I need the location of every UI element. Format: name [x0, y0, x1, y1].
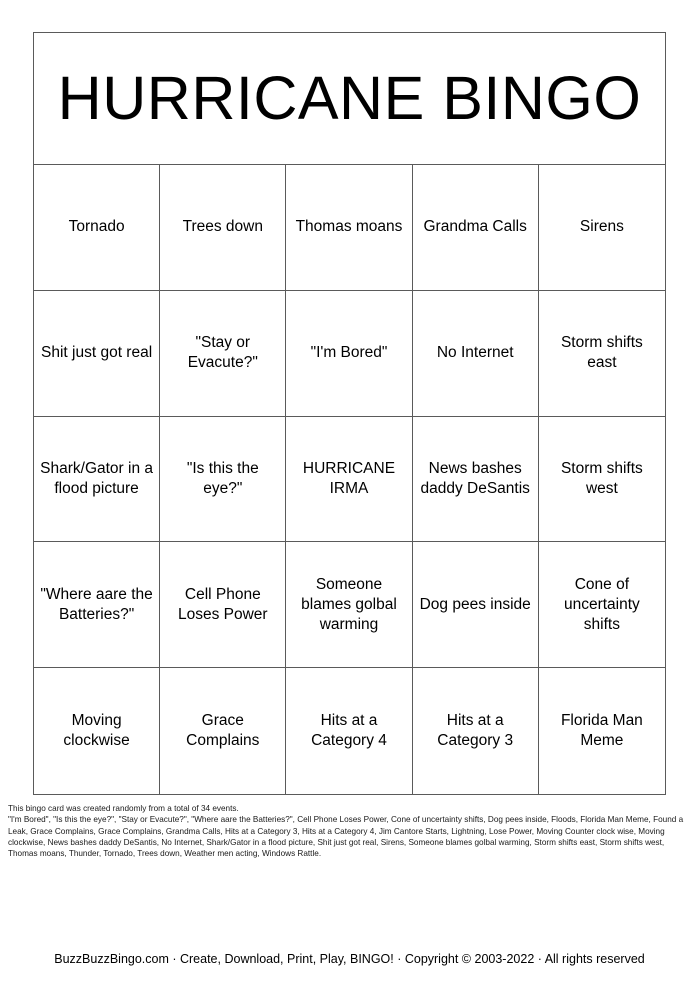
bingo-cell-r1c2[interactable]	[160, 165, 286, 291]
bingo-cell-r2c5[interactable]	[539, 291, 665, 417]
bingo-cell-r5c3[interactable]	[286, 668, 412, 794]
bingo-cell-r4c3[interactable]	[286, 542, 412, 668]
bingo-cell-r1c3[interactable]	[286, 165, 412, 291]
bingo-cell-r3c5[interactable]	[539, 417, 665, 543]
bingo-cell-label: Grace Complains	[186, 711, 260, 750]
fineprint-event-list: "I'm Bored", "Is this the eye?", "Stay or Evacute?", "Where aare the Batteries?", Cell Phone Loses Power, Cone of uncertainty shifts, Dog pees inside, Floods, Florida Man Meme, Found a Leak, Grace Complains, Grace Complains, Grandma Calls, Hits at a Category 3, Hits at a Category 4, Jim Cantore Starts, Lightning, Lose Power, Moving Counter clock wise, Moving clockwise, News bashes daddy DeSantis, No Internet, Shark/Gator in a flood picture, Shit just got real, Sirens, Someone blames golbal warming, Storm shifts east, Storm shifts west, Thomas moans, Thunder, Tornado, Trees down, Weather men acting, Windows Rattle.	[8, 815, 684, 859]
footer	[0, 952, 699, 966]
bingo-cell-r2c3[interactable]	[286, 291, 412, 417]
bingo-cell-r5c4[interactable]	[413, 668, 539, 794]
fineprint	[8, 803, 692, 860]
bingo-cell-free-space[interactable]	[286, 417, 412, 543]
bingo-cell-r1c1[interactable]	[34, 165, 160, 291]
bingo-cell-label: Hits at a Category 3	[437, 711, 514, 750]
bingo-cell-r1c4[interactable]	[413, 165, 539, 291]
bingo-cell-label: No Internet	[436, 344, 514, 362]
bingo-cell-label: Hits at a Category 4	[311, 711, 387, 750]
bingo-cell-label: Sirens	[579, 218, 624, 236]
bingo-cell-label: Moving clockwise	[63, 711, 130, 750]
page-title: HURRICANE BINGO	[57, 64, 642, 132]
bingo-cell-r2c1[interactable]	[34, 291, 160, 417]
bingo-card	[33, 32, 666, 795]
bingo-cell-r4c5[interactable]	[539, 542, 665, 668]
bingo-cell-r5c5[interactable]	[539, 668, 665, 794]
bingo-cell-label: Trees down	[182, 218, 263, 236]
bingo-cell-label: "Stay or Evacute?"	[187, 334, 258, 372]
bingo-cell-label: Cone of uncertainty shifts	[563, 575, 640, 633]
card-title-row	[34, 33, 665, 165]
footer-text: BuzzBuzzBingo.com · Create, Download, Print, Play, BINGO! · Copyright © 2003-2022 · All rights reserved	[54, 952, 645, 966]
bingo-cell-label: "Where aare the Batteries?"	[40, 585, 153, 623]
bingo-cell-label: "Is this the eye?"	[186, 459, 259, 497]
bingo-cell-r4c1[interactable]	[34, 542, 160, 668]
bingo-cell-label: Grandma Calls	[423, 218, 527, 236]
bingo-cell-r4c2[interactable]	[160, 542, 286, 668]
bingo-cell-label: Shit just got real	[41, 344, 153, 362]
bingo-cell-r3c4[interactable]	[413, 417, 539, 543]
bingo-cell-label: "I'm Bored"	[310, 344, 388, 362]
bingo-cell-r5c1[interactable]	[34, 668, 160, 794]
bingo-cell-r3c2[interactable]	[160, 417, 286, 543]
bingo-cell-r2c4[interactable]	[413, 291, 539, 417]
bingo-cell-r5c2[interactable]	[160, 668, 286, 794]
bingo-cell-r4c4[interactable]	[413, 542, 539, 668]
bingo-cell-label: Cell Phone Loses Power	[177, 585, 268, 623]
bingo-grid	[34, 165, 665, 794]
bingo-cell-label: Storm shifts east	[560, 334, 643, 372]
bingo-cell-label: Thomas moans	[295, 218, 403, 236]
bingo-cell-label: Storm shifts west	[560, 459, 643, 497]
bingo-cell-label: Someone blames golbal warming	[301, 575, 397, 633]
bingo-cell-label: Dog pees inside	[419, 595, 531, 613]
bingo-cell-r1c5[interactable]	[539, 165, 665, 291]
bingo-cell-label: Tornado	[68, 218, 125, 236]
bingo-cell-label: Shark/Gator in a flood picture	[40, 459, 154, 497]
bingo-cell-r3c1[interactable]	[34, 417, 160, 543]
bingo-cell-label: HURRICANE IRMA	[302, 459, 396, 497]
bingo-cell-r2c2[interactable]	[160, 291, 286, 417]
bingo-cell-label: News bashes daddy DeSantis	[420, 459, 530, 497]
fineprint-intro: This bingo card was created randomly from a total of 34 events.	[8, 804, 239, 813]
bingo-cell-label: Florida Man Meme	[560, 711, 643, 750]
